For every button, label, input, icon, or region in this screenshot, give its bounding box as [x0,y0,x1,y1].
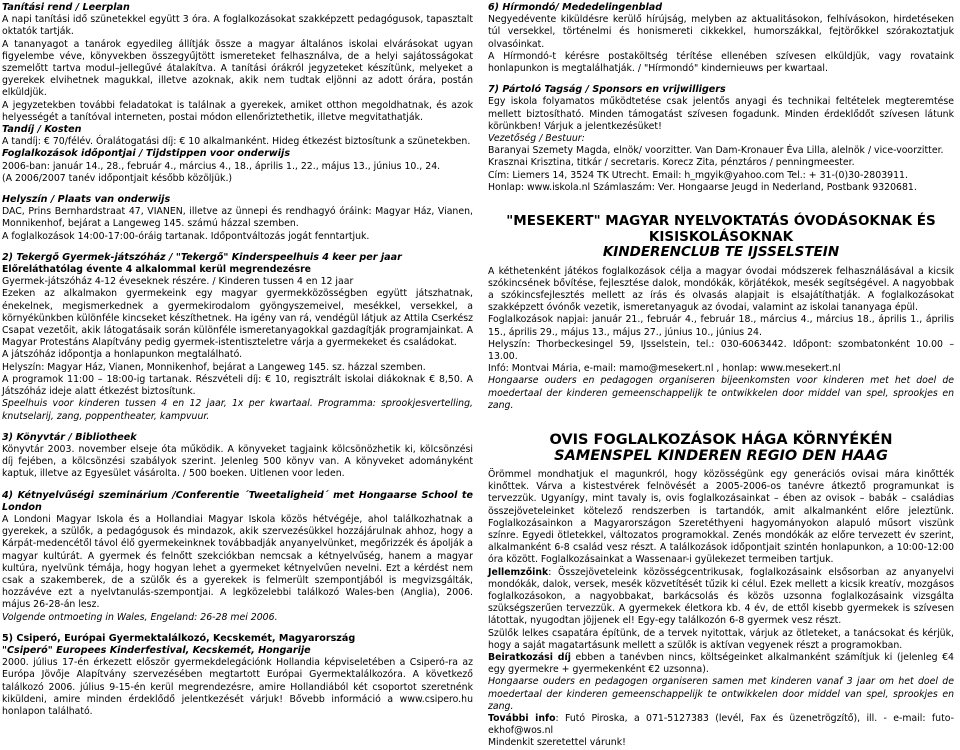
paragraph: Hongaarse ouders en pedagogen organiseren bijeenkomsten voor kinderen met het doel de moedertaal der kinderen gemeenschappelijk te ontwikkelen door middel van spel, sprookjes en zang. [488,375,954,411]
paragraph: Helyszín: Thorbeckesingel 59, IJsselstein, tel.: 030-6063442. Időpont: szombatonként 10.00 – 13.00. [488,338,954,362]
paragraph: A Hírmondó-t kérésre postaköltség térítése ellenében szívesen elküldjük, vagy rovataink honlapunkon is megtalálhatják. / "Hírmondó" kindernieuws per kwartaal. [488,50,954,75]
paragraph: A tananyagot a tanárok egyedileg állítják össze a magyar általános iskolai elvárásokat ugyan figyelembe véve, könyvekben összegyűjtött ismereteket felhasználva, de a helyi sajátosságokat szemelőtt tartva modul–jellegűvé átalakítva. A tanítási órákról jegyzeteket készítünk, melyeket a gyerekek elvihetnek magukkal, illetve azoknak, akik nem tudtak eljönni az adott órára, postán elküldjük. [2,38,473,99]
paragraph: A napi tanítási idő szünetekkel együtt 3 óra. A foglalkozásokat szakképzett pedagógusok, tapasztalt oktatók tartják. [2,14,473,38]
paragraph: Vezetőség / Bestuur: [488,133,585,145]
section-heading-ketnyelvuseg: 4) Kétnyelvűségi szeminárium /Conferentie ´Tweetaligheid´ met Hongaarse School te London [2,489,473,513]
paragraph: A tandíj: € 70/félév. Óralátogatási díj: € 10 alkalmanként. Hideg étkezést biztosítunk a szünetekben. [2,136,471,148]
paragraph: Beiratkozási díj ebben a tanévben nincs, költségeinket alkalmanként számítjuk ki (jelenleg €4 egy gyermekre + gyermekenként €2 uzsonna). [488,652,954,676]
paragraph: Infó: Montvai Mária, e-mail: mamo@mesekert.nl , honlap: www.mesekert.nl [488,363,841,375]
section-subheading-csipero: "Csiperó" Europees Kinderfestival, Kecskemét, Hongarije [2,644,311,656]
paragraph: Mindenkit szeretettel várunk! [488,737,626,749]
paragraph: Baranyai Szemety Magda, elnök/ voorzitter. Van Dam-Kronauer Éva Lilla, alelnök / vice-voorzitter. [488,145,944,157]
paragraph: 2000. július 17-én érkezett először gyermekdelegációnk Hollandia képviseletében a Csiperó-ra az Európa Jövője Alapítvány szervezésében megtartott Európai Gyermektalálkozóra. A következő találkozó 2006. július 9-15-én kerül megrendezésre, amire Hollandiából két csoportot szeretnénk kiküldeni, amire minden érdeklődő jelentkezését várjuk! Bővebb információ a www.csipero.hu honlapon található. [2,657,473,717]
paragraph: A jegyzetekben további feladatokat is találnak a gyerekek, amiket otthon megoldhatnak, és azok helyességét a tanítóval interneten, postai módon ellenőriztethetik, illetve megvitathatják. [2,99,473,123]
paragraph: Honlap: www.iskola.nl Számlaszám: Ver. Hongaarse Jeugd in Nederland, Postbank 9320681. [488,181,917,193]
paragraph: Helyszín: Magyar Ház, Vianen, Monnikenhof, bejárat a Langeweg 145. sz. házzal szemben. [2,361,426,373]
paragraph: Előreláthatólag évente 4 alkalommal kerül megrendezésre [2,264,312,276]
section-heading-hirmondo: 6) Hírmondó/ Mededelingenblad [488,2,663,13]
paragraph: Gyermek-játszóház 4-12 éveseknek részére. / Kinderen tussen 4 en 12 jaar [2,276,354,288]
section-heading-dates: Foglalkozások időpontjai / Tijdstippen voor onderwijs [2,148,291,160]
paragraph: Foglalkozások napjai: január 21., február 4., február 18., március 4., március 18., április 1., április 15., április 29., május 13., május 27., június 10., június 24. [488,314,954,338]
section-heading-tanitasi-rend: Tanítási rend / Leerplan [2,2,130,13]
left-column [2,2,473,718]
paragraph: A programok 11:00 – 18:00-ig tartanak. Részvételi díj: € 10, regisztrált iskolai diákoknak € 8,50. A Játszóház ideje alatt étkezést biztosítunk. [2,373,473,398]
paragraph: A Londoni Magyar Iskola és a Hollandiai Magyar Iskola közös hétvégéje, ahol találkozhatnak a gyerekek, a szülők, a pedagógusok és mindazok, akik szervezésükkel hozzájárulnak ahhoz, hogy a Kárpát-medencétől távol élő gyermekeinknek továbbadják anyanyelvünket, megőrizzék és ápolják a magyar kultúrát. A gyermek és felnőtt szekciókban nemcsak a kétnyelvűség, hanem a magyar kultúra, nyelvünk témája, hogy hogyan lehet a gyermeket kétnyelvűen nevelni. Ezt a kérdést nem csak a szakemberek, de a szülők és a gyerekek is felmerült szempontjából is megvizsgálták, hozzávéve ezt a nyelvtanulás-szempontjai. A legközelebbi találkozó Wales-ben (Anglia), 2006. május 26-28-án lesz. [2,513,473,611]
mesekert-title: "MESEKERT" MAGYAR NYELVOKTATÁS ÓVODÁSOKNAK ÉS [506,213,936,230]
paragraph: Volgende ontmoeting in Wales, Engeland: 26-28 mei 2006. [2,611,278,623]
section-heading-tekergo: 2) Tekergő Gyermek-játszóház / "Tekergő" Kinderspeelhuis 4 keer per jaar [2,251,402,263]
paragraph: Könyvtár 2003. november elseje óta működik. A könyveket tagjaink kölcsönözhetik ki, kölcsönzési díj fejében, a kölcsönzési szabályok szerint. Jelenleg 500 könyv van. A könyveket adományként kaptuk, illetve az Egyesület vásárolta. / 500 boeken. Uitlenen voor leden. [2,443,473,480]
mesekert-subtitle: KINDERENCLUB TE IJSSELSTEIN [602,244,840,261]
paragraph: Ezeken az alkalmakon gyermekeink egy magyar gyermekközösségben együtt játszhatnak, énekelnek, megismerkednek a gyermekirodalom gyöngyszemeivel, mesékkel, versekkel, a környékünkben különféle kincseket készíthetnek. Ha igény van rá, vendégül látjuk az Attila Cserkész Csapat vezetőit, akik látogatásaik során különféle ismeretanyagokkal gazdagítják programjainkat. A Magyar Protestáns Alapítvány pedig gyermek-istentiszteletre várja a gyermekeket és családokat. [2,288,473,349]
paragraph: (A 2006/2007 tanév időpontjait később közöljük.) [2,172,233,184]
paragraph: Egy iskola folyamatos működtetése csak jelentős anyagi és technikai feltételek megteremtése mellett biztosítható. Minden támogatást szívesen fogadunk. Minden érdeklődőt szívesen látunk körünkben! Várjuk a jelentkezésüket! [488,96,954,132]
ovis-title: OVIS FOGLALKOZÁSOK HÁGA KÖRNYÉKÉN [549,431,893,448]
section-heading-konyvtar: 3) Könyvtár / Bibliotheek [2,431,137,443]
right-column [488,2,954,750]
paragraph: Jellemzőink: Összejöveteleink közösségcentrikusak, foglalkozásaink elsősorban az anyanyelvi mondókák, dalok, versek, mesék közvetítését tűzik ki célul. Ezek mellett a kicsik kreatív, mozgásos foglalkozásokon, a nagyobbakat, barkácsolás és közös uzsonna foglalkozásaink vizsgálta szükségszerűen tervezzük. A gyermekek életkora kb. 4 év, de ettől kisebb gyermekek is szívesen látottak, nyugodtan jöjjenek el! Egy-egy találkozón 6-8 gyermek vesz részt. [488,566,954,627]
ovis-subtitle: SAMENSPEL KINDEREN REGIO DEN HAAG [554,447,888,464]
paragraph: Örömmel mondhatjuk el magunkról, hogy közösségünk egy generációs ovisai mára kinőtték kinőttek. Várva a kistestvérek felnövését a 2005-2006-os tanévre átkeztő programunkat is tervezzük. Ugyanígy, mint tavaly is, ovis foglalkozásainkat – ében az ovisok – babák – családias összejöveteleinket kötelező rendszerben is tartandók, amit alkalmanként előre jeleztünk. Foglalkozásainkon a Magyarországon Szeretéthyeni hagyományokon alapuló műsort viszünk színre. Egyedi ötletekkel, változatos programokkal. Zenés mondókák az előre tervezett év szerint, alkalmanként 6-8 család vesz részt. A találkozások időpontjait szintén honlapunkon, a 10:00-12:00 óra között. Foglalkozásainkat a Wassenaar-i gyülekezet termeiben tartjuk. [488,468,954,566]
paragraph: További info: Futó Piroska, a 071-5127383 (levél, Fax és üzenetrögzítő), ill. - e-mail: futo-ekhof@wos.nl [488,713,954,737]
paragraph: Hongaarse ouders en pedagogen organiseren samen met kinderen vanaf 3 jaar om het doel de moedertaal der kinderen gemeenschappelijk te ontwikkelen door middel van spel, sprookjes en zang. [488,676,954,712]
section-heading-tandij: Tandíj / Kosten [2,124,82,136]
paragraph: Speelhuis voor kinderen tussen 4 en 12 jaar, 1x per kwartaal. Programma: sprookjesvertelling, knutselarij, zang, poppentheater, kampvuur. [2,398,473,422]
section-heading-csipero: 5) Csiperó, Európai Gyermektalálkozó, Kecskemét, Magyarország [2,632,356,644]
section-heading-helyszin: Helyszín / Plaats van onderwijs [2,194,171,206]
paragraph: Cím: Liemers 14, 3524 TK Utrecht. Email: h_mgyik@yahoo.com Tel.: + 31-(0)30-2803911. [488,169,908,181]
paragraph: Krasznai Krisztina, titkár / secretaris. Korecz Zita, pénztáros / penningmeester. [488,157,855,169]
paragraph: Negyedévente kiküldésre kerülő hírújság, melyben az aktualitásokon, felhívásokon, hirdetéseken túl versekkel, történelmi és honismereti cikkekkel, humorszákkal, fejtörőkkel szórakoztatjuk olvasóinkat. [488,14,954,50]
paragraph: DAC, Prins Bernhardstraat 47, VIANEN, illetve az ünnepi és rendhagyó óráink: Magyar Ház, Vianen, Monnikenhof, bejárat a Langeweg 145. számú házzal szemben. [2,206,473,230]
paragraph: Szülők lelkes csapatára építünk, de a tervek nyitottak, várjuk az ötleteket, a tanácsokat és kérjük, hogy a saját magatartásunk mellett a szülők is aktívan vegyenek részt a programokban. [488,627,954,651]
paragraph: A játszóház időpontja a honlapunkon megtalálható. [2,349,243,361]
section-heading-partolo: 7) Pártoló Tagság / Sponsors en vrijwilligers [488,84,726,96]
paragraph: A foglalkozások 14:00-17:00-óráig tartanak. Időpontváltozás jogát fenntartjuk. [2,230,370,242]
paragraph: 2006-ban: január 14., 28., február 4., március 4., 18., április 1., 22., május 13., június 10., 24. [2,160,441,172]
mesekert-title-2: KISISKOLÁSOKNAK [648,228,794,245]
paragraph: A kéthetenként játékos foglalkozások célja a magyar óvodai módszerek felhasználásával a kicsik szókincsének bővítése, fejlesztése dalok, mondókák, körjátékok, mesék segítségével. A nagyobbak a szókincsfejlesztés mellett az írás és olvasás alapjait is elsajátíthatják. A foglalkozásokat szakképzett óvónők vezetik, ismeretanyaguk az óvodai, valamint az iskolai tananyaga épül. [488,265,954,314]
